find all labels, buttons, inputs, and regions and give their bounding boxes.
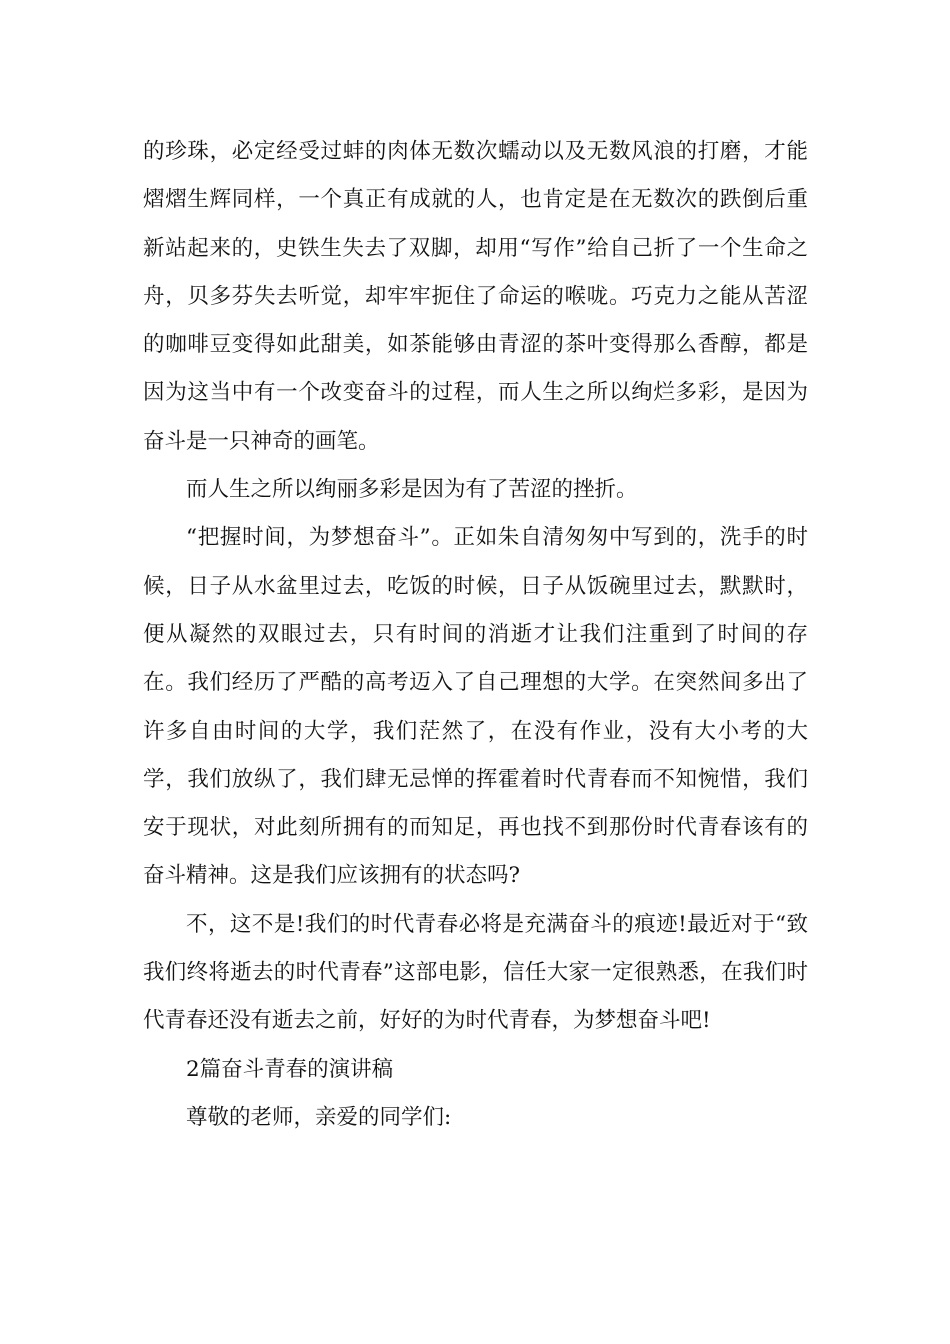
- document-body: [143, 128, 808, 1142]
- paragraph-4: 不，这不是!我们的时代青春必将是充满奋斗的痕迹!最近对于“致我们终将逝去的时代青春”这部电影，信任大家一定很熟悉，在我们时代青春还没有逝去之前，好好的为时代青春，为梦想奋斗吧!: [143, 911, 808, 1034]
- paragraph-1: 的珍珠，必定经受过蚌的肉体无数次蠕动以及无数风浪的打磨，才能熠熠生辉同样，一个真正有成就的人，也肯定是在无数次的跌倒后重新站起来的，史铁生失去了双脚，却用“写作”给自己折了一个生命之舟，贝多芬失去听觉，却牢牢扼住了命运的喉咙。巧克力之能从苦涩的咖啡豆变得如此甜美，如茶能够由青涩的茶叶变得那么香醇，都是因为这当中有一个改变奋斗的过程，而人生之所以绚烂多彩，是因为奋斗是一只神奇的画笔。: [143, 139, 808, 454]
- paragraph-2: 而人生之所以绚丽多彩是因为有了苦涩的挫折。: [186, 477, 638, 503]
- paragraph-3: “把握时间，为梦想奋斗”。正如朱自清匆匆中写到的，洗手的时候，日子从水盆里过去，吃饭的时候，日子从饭碗里过去，默默时，便从凝然的双眼过去，只有时间的消逝才让我们注重到了时间的存在。我们经历了严酷的高考迈入了自己理想的大学。在突然间多出了许多自由时间的大学，我们茫然了，在没有作业，没有大小考的大学，我们放纵了，我们肆无忌惮的挥霍着时代青春而不知惋惜，我们安于现状，对此刻所拥有的而知足，再也找不到那份时代青春该有的奋斗精神。这是我们应该拥有的状态吗?: [143, 525, 808, 889]
- paragraph-salutation: 尊敬的老师，亲爱的同学们:: [186, 1104, 452, 1130]
- paragraph-section-heading: 2篇奋斗青春的演讲稿: [186, 1056, 394, 1082]
